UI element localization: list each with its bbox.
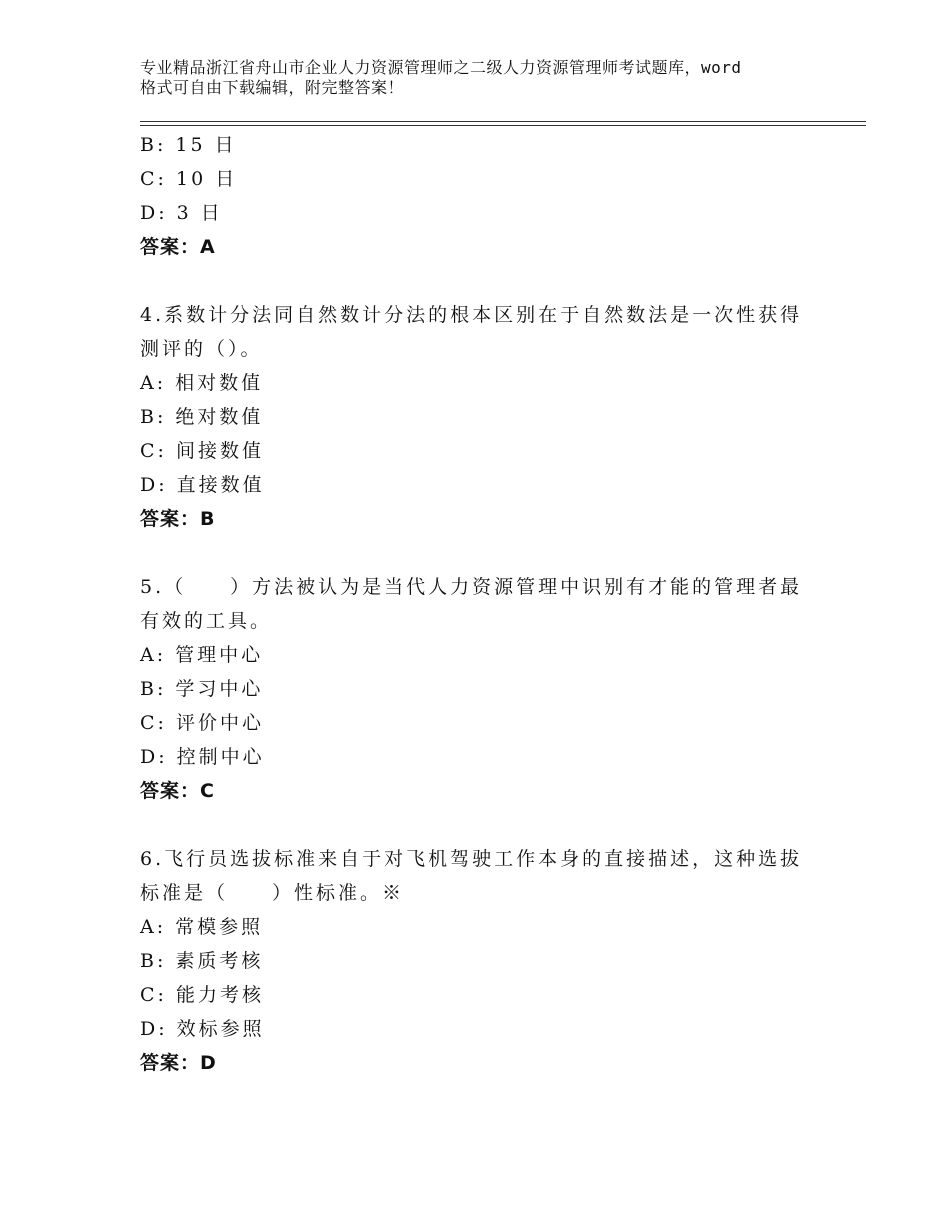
option-d: D: 直接数值	[140, 474, 265, 496]
question-stem: 4.系数计分法同自然数计分法的根本区别在于自然数法是一次性获得	[140, 304, 803, 326]
question-stem-cont: 标准是（ ）性标准。※	[140, 882, 405, 904]
option-b: B: 学习中心	[140, 678, 264, 700]
option-c: C: 能力考核	[140, 984, 264, 1006]
question-stem-cont: 有效的工具。	[140, 610, 273, 632]
question-4	[140, 298, 840, 536]
document-header	[140, 58, 830, 98]
question-list	[140, 128, 840, 1080]
question-5	[140, 570, 840, 808]
header-line-2: 格式可自由下载编辑，附完整答案！	[140, 78, 405, 97]
header-divider-top	[140, 121, 866, 122]
option-c: C: 10 日	[140, 168, 238, 190]
option-d: D: 控制中心	[140, 746, 265, 768]
question-stem: 6.飞行员选拔标准来自于对飞机驾驶工作本身的直接描述，这种选拔	[140, 848, 803, 870]
option-c: C: 间接数值	[140, 440, 264, 462]
answer: 答案：D	[140, 1052, 217, 1074]
option-d: D: 3 日	[140, 202, 223, 224]
option-c: C: 评价中心	[140, 712, 264, 734]
option-d: D: 效标参照	[140, 1018, 265, 1040]
answer: 答案：A	[140, 236, 216, 258]
option-a: A: 相对数值	[140, 372, 264, 394]
answer: 答案：B	[140, 508, 216, 530]
question-stem: 5.（ ）方法被认为是当代人力资源管理中识别有才能的管理者最	[140, 576, 803, 598]
answer: 答案：C	[140, 780, 215, 802]
question-3-continuation	[140, 128, 840, 264]
header-line-1: 专业精品浙江省舟山市企业人力资源管理师之二级人力资源管理师考试题库，word	[140, 58, 742, 77]
question-stem-cont: 测评的（）。	[140, 338, 263, 360]
option-a: A: 管理中心	[140, 644, 264, 666]
option-b: B: 素质考核	[140, 950, 264, 972]
question-6	[140, 842, 840, 1080]
header-divider-bottom	[140, 125, 866, 126]
option-b: B: 绝对数值	[140, 406, 264, 428]
option-a: A: 常模参照	[140, 916, 264, 938]
option-b: B: 15 日	[140, 134, 237, 156]
